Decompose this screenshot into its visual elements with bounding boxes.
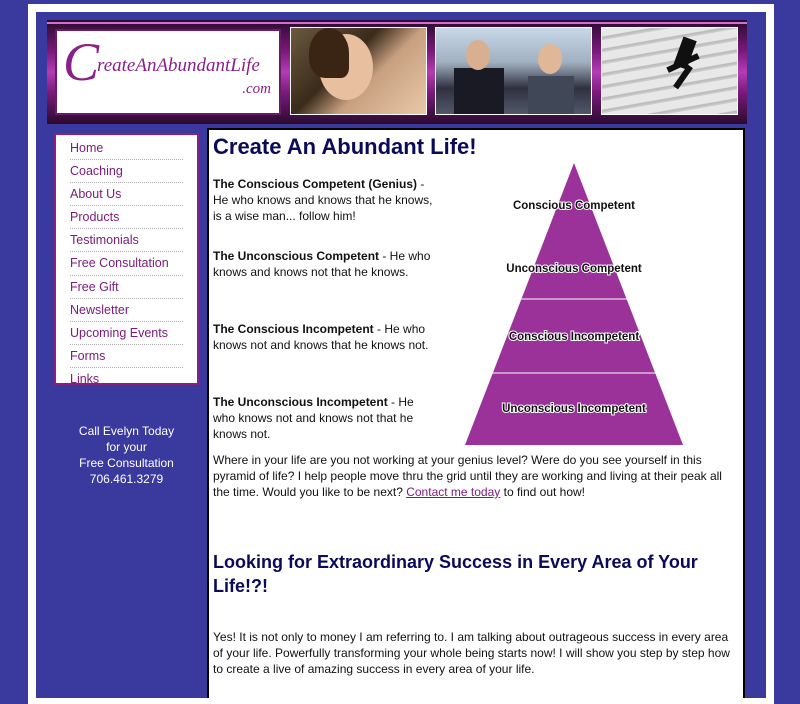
header-photo-woman bbox=[290, 27, 427, 115]
level-desc: - He who knows and knows that he knows, is a wise man... follow him! bbox=[213, 177, 433, 223]
header-photo-business bbox=[435, 27, 592, 115]
nav-item-free-gift[interactable]: Free Gift bbox=[70, 276, 183, 299]
pyramid-label-unconscious-incompetent: Unconscious Incompetent bbox=[502, 403, 646, 415]
section-heading: Looking for Extraordinary Success in Every Area of Your Life!?! bbox=[213, 552, 698, 596]
pyramid-label-unconscious-competent: Unconscious Competent bbox=[506, 263, 642, 275]
nav-item-home[interactable]: Home bbox=[70, 137, 183, 160]
level-conscious-competent bbox=[213, 176, 435, 224]
call-line-2: for your bbox=[106, 440, 147, 454]
nav-item-about-us[interactable]: About Us bbox=[70, 183, 183, 206]
nav-item-free-consultation[interactable]: Free Consultation bbox=[70, 252, 183, 275]
nav-item-forms[interactable]: Forms bbox=[70, 345, 183, 368]
pyramid-label-conscious-competent: Conscious Competent bbox=[512, 200, 636, 212]
level-name: The Unconscious Competent bbox=[213, 249, 380, 263]
logo-text: reateAnAbundantLife bbox=[97, 55, 260, 76]
call-line-3: Free Consultation bbox=[79, 456, 174, 470]
logo-domain: .com bbox=[242, 81, 271, 97]
call-phone: 706.461.3279 bbox=[89, 472, 164, 486]
nav-item-products[interactable]: Products bbox=[70, 206, 183, 229]
call-to-action bbox=[54, 423, 199, 487]
logo-initial: C bbox=[63, 32, 100, 92]
pyramid-diagram bbox=[463, 161, 685, 447]
level-conscious-incompetent bbox=[213, 321, 435, 353]
call-line-1: Call Evelyn Today bbox=[78, 424, 175, 438]
intro-text: Where in your life are you not working at your genius level? Were do you see yourself in this pyramid of life? I help people move thru the grid until they are working and living at their peak all the time. Would you like to be next? bbox=[213, 453, 722, 499]
main-content bbox=[207, 128, 745, 698]
level-desc: - He who knows not and knows that he knows not. bbox=[213, 322, 429, 352]
contact-link[interactable]: Contact me today bbox=[406, 485, 501, 499]
level-desc: - He who knows not and knows not that he knows not. bbox=[213, 395, 414, 441]
nav-item-testimonials[interactable]: Testimonials bbox=[70, 229, 183, 252]
header-accent-line bbox=[47, 22, 747, 24]
site-logo[interactable] bbox=[55, 29, 281, 115]
level-name: The Conscious Incompetent bbox=[213, 322, 374, 336]
intro-text-end: to find out how! bbox=[500, 485, 586, 499]
level-name: The Conscious Competent (Genius) bbox=[213, 177, 418, 191]
intro-paragraph bbox=[213, 452, 739, 500]
level-name: The Unconscious Incompetent bbox=[213, 395, 388, 409]
success-paragraph: Yes! It is not only to money I am referring to. I am talking about outrageous success in every area of your life. Powerfully transforming your whole being starts now! I will show you step by step how to create a live of amazing success in every area of your life. bbox=[213, 630, 730, 676]
nav-item-coaching[interactable]: Coaching bbox=[70, 160, 183, 183]
page-title: Create An Abundant Life! bbox=[213, 134, 477, 159]
header-photo-stairs bbox=[601, 27, 738, 115]
level-desc: - He who knows and knows not that he knows. bbox=[213, 249, 431, 279]
level-unconscious-incompetent bbox=[213, 394, 435, 442]
nav-item-newsletter[interactable]: Newsletter bbox=[70, 299, 183, 322]
sidebar-nav bbox=[54, 133, 199, 385]
level-unconscious-competent bbox=[213, 248, 435, 280]
nav-item-upcoming-events[interactable]: Upcoming Events bbox=[70, 322, 183, 345]
nav-item-links[interactable]: Links bbox=[70, 371, 100, 386]
pyramid-label-conscious-incompetent: Conscious Incompetent bbox=[508, 331, 640, 343]
